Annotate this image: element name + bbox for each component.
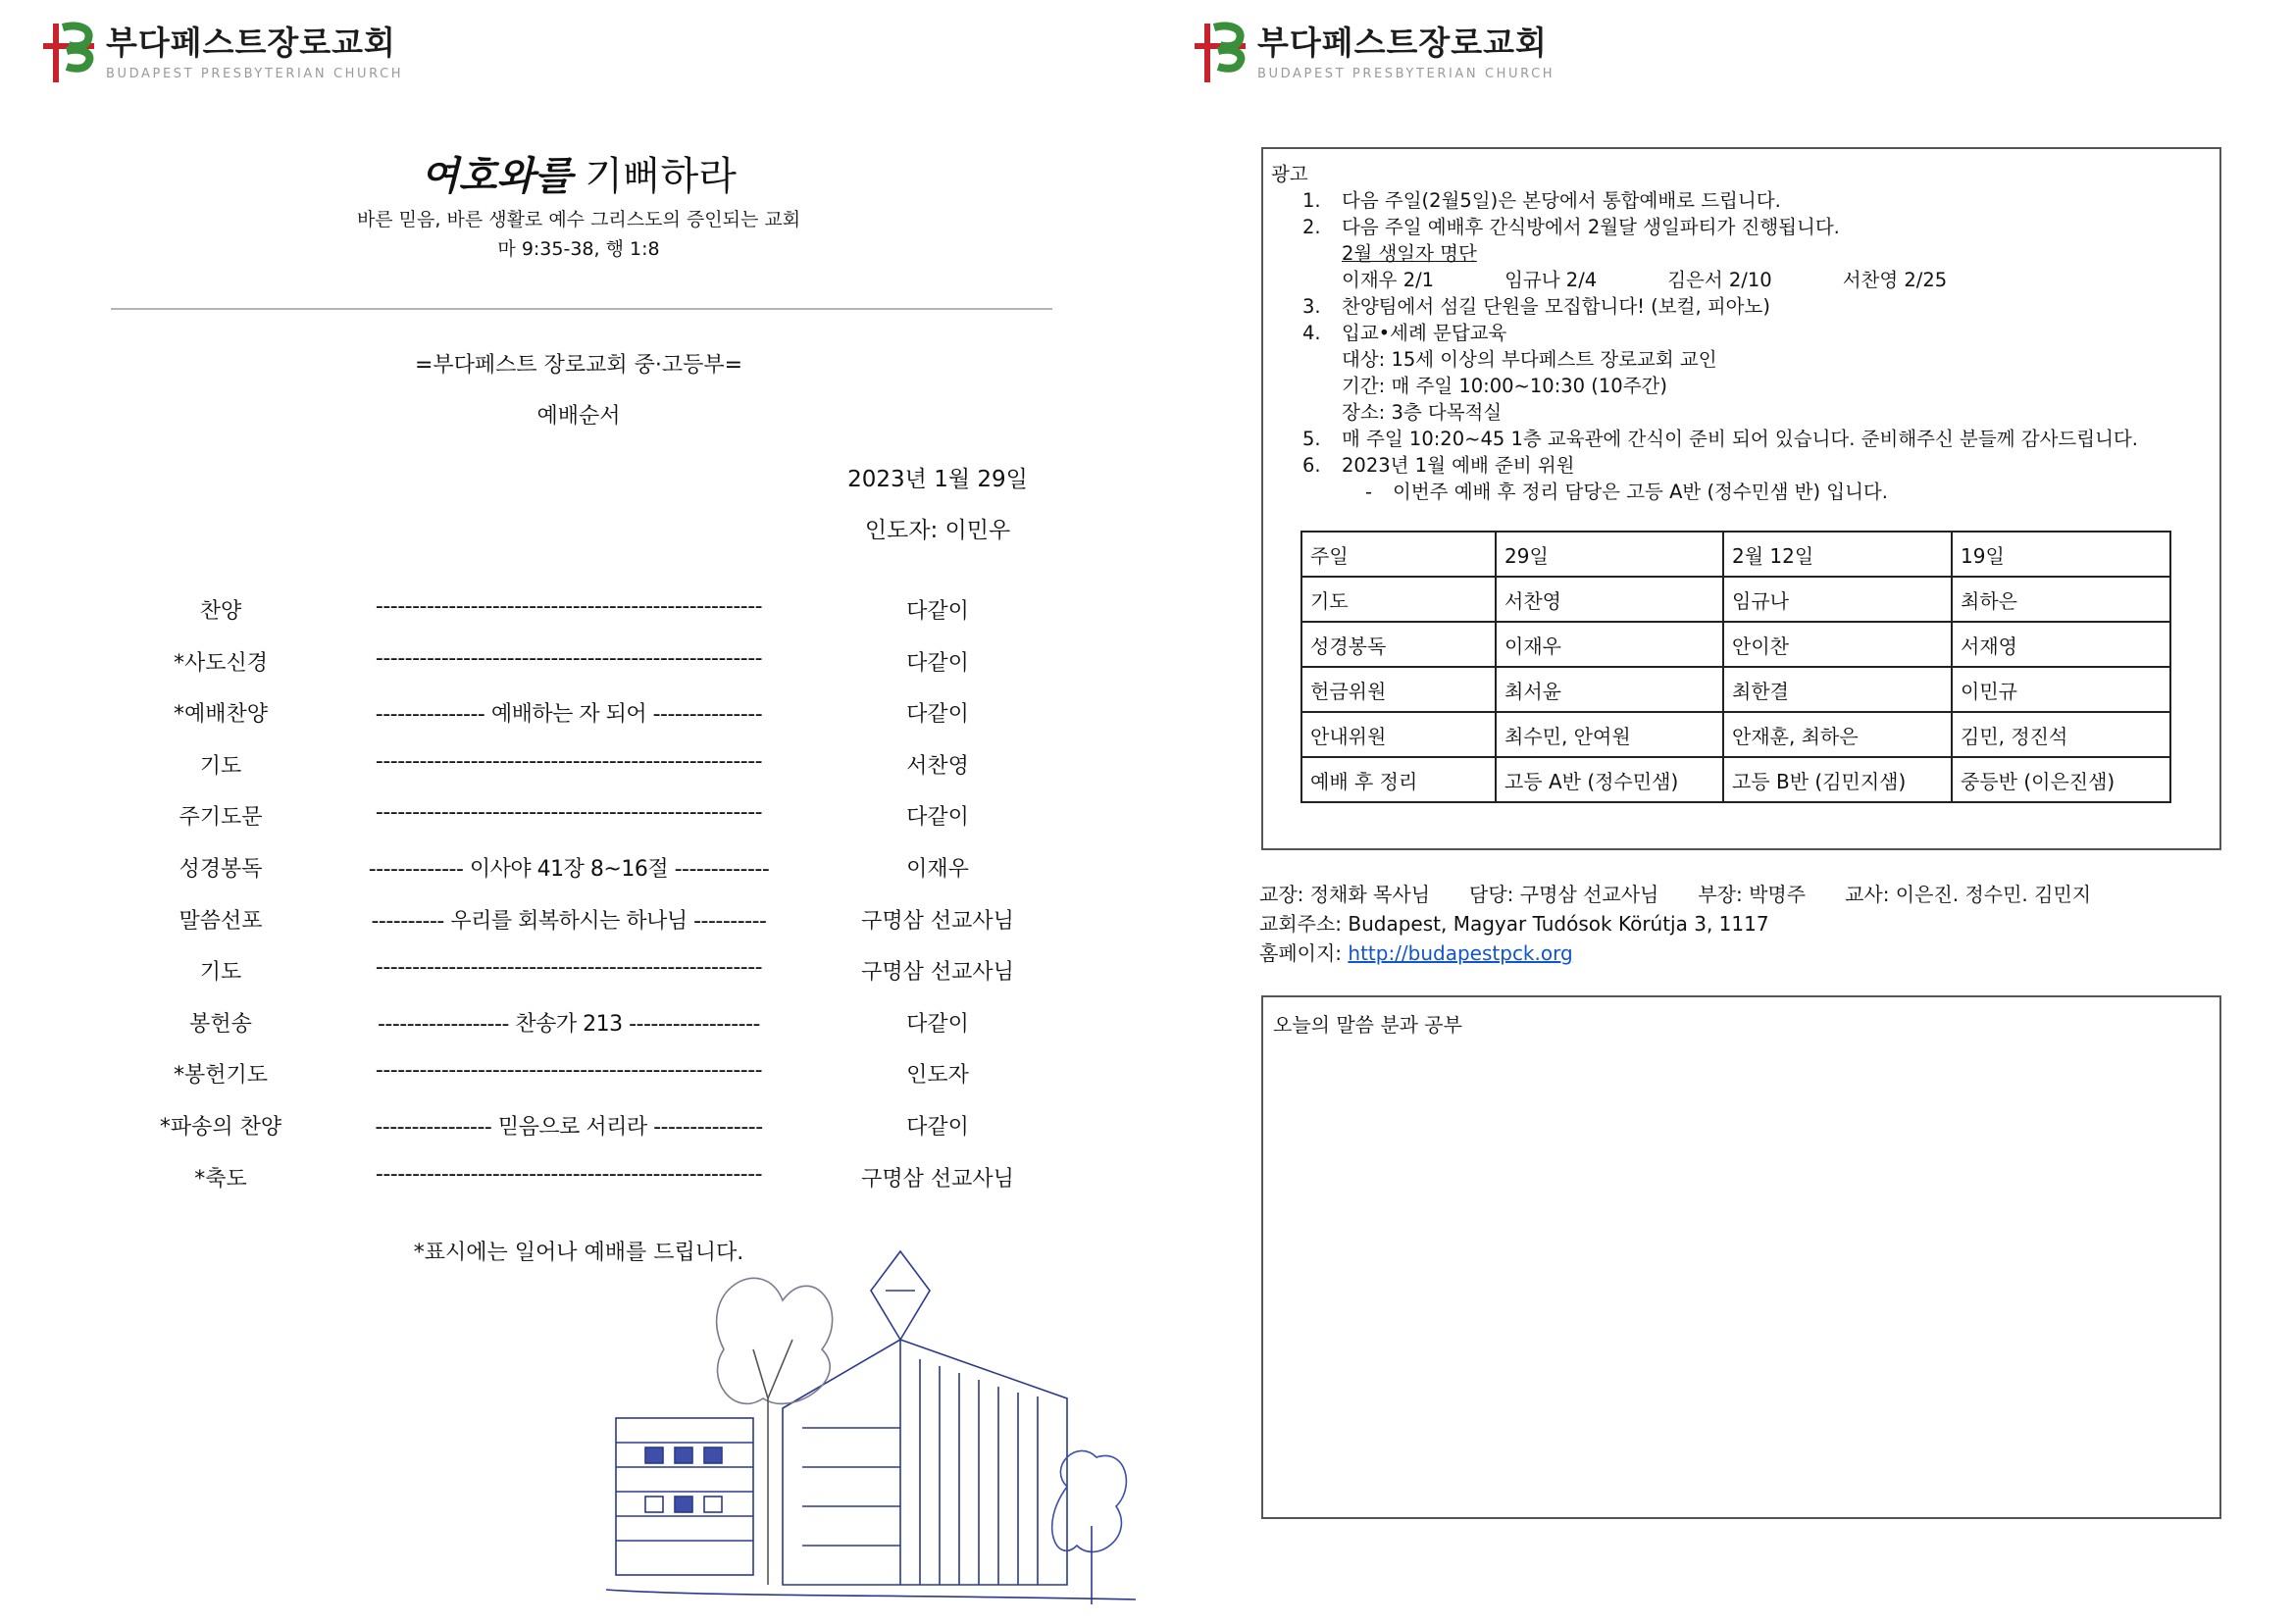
bulletin-title	[0, 145, 1157, 201]
item-number: 3.	[1302, 295, 1321, 318]
teachers: 교사: 이은진. 정수민. 김민지	[1845, 883, 2092, 906]
order-label: *파송의 찬양	[159, 1115, 282, 1140]
item-number: 5.	[1302, 428, 1321, 450]
logo-english-name: BUDAPEST PRESBYTERIAN CHURCH	[1257, 67, 1555, 81]
order-label: *축도	[194, 1166, 247, 1192]
department-name: =부다페스트 장로교회 중·고등부=	[414, 353, 743, 378]
order-label: 말씀선포	[178, 908, 263, 934]
worship-order-row	[0, 646, 1157, 685]
order-leader: 인도자	[906, 1063, 969, 1089]
motto-verse: 마 9:35-38, 행 1:8	[497, 238, 660, 260]
homepage-line	[1259, 938, 1573, 966]
table-cell: 이민규	[1952, 667, 2170, 712]
bible-study-label: 오늘의 말씀 분과 공부	[1273, 1013, 1462, 1037]
worship-order-row	[0, 1007, 1157, 1046]
order-leader: 구명삼 선교사님	[861, 1166, 1014, 1192]
worship-order-row	[0, 749, 1157, 788]
church-motto: 바른 믿음, 바른 생활로 예수 그리스도의 증인되는 교회	[356, 209, 801, 230]
order-detail: -----------------------------------------------------	[375, 748, 763, 774]
homepage-link[interactable]: http://budapestpck.org	[1348, 941, 1573, 965]
birthday-entry: 임규나 2/4	[1504, 269, 1598, 291]
order-detail: -----------------------------------------------------	[375, 594, 763, 619]
order-detail: ---------------- 믿음으로 서리라 ---------------	[375, 1115, 763, 1140]
table-cell: 최한결	[1723, 667, 1952, 712]
logo-korean-name: 부다페스트장로교회	[106, 24, 396, 62]
order-leader: 구명삼 선교사님	[861, 960, 1014, 986]
logo-english-name: BUDAPEST PRESBYTERIAN CHURCH	[106, 67, 404, 81]
item-text: 다음 주일 예배후 간식방에서 2월달 생일파티가 진행됩니다.	[1342, 216, 1840, 238]
table-cell: 최하은	[1952, 577, 2170, 622]
divider	[111, 308, 1052, 310]
principal: 교장: 정채화 목사님	[1259, 883, 1431, 906]
table-cell: 안내위원	[1301, 712, 1496, 757]
worship-order-row	[0, 800, 1157, 839]
item-text: 2023년 1월 예배 준비 위원	[1342, 454, 1575, 477]
announcement-item-3	[1271, 293, 2203, 320]
order-label: 성경봉독	[178, 857, 263, 882]
table-cell: 중등반 (이은진샘)	[1952, 757, 2170, 802]
church-building-sketch	[606, 1232, 1136, 1624]
worship-order-row	[0, 904, 1157, 943]
cleanup-duty-note: 이번주 예배 후 정리 담당은 고등 A반 (정수민샘 반) 입니다.	[1393, 481, 1888, 503]
order-leader: 다같이	[906, 702, 969, 728]
church-cross-logo-icon	[37, 22, 100, 86]
table-cell: 서재영	[1952, 622, 2170, 667]
table-cell: 헌금위원	[1301, 667, 1496, 712]
order-leader: 다같이	[906, 599, 969, 624]
worship-order-row	[0, 1058, 1157, 1097]
order-label: 찬양	[199, 599, 242, 624]
birthday-entry: 서찬영 2/25	[1842, 269, 1948, 291]
table-cell: 고등 B반 (김민지샘)	[1723, 757, 1952, 802]
announcement-item-1	[1271, 187, 2203, 214]
table-cell: 고등 A반 (정수민샘)	[1496, 757, 1723, 802]
table-cell: 기도	[1301, 577, 1496, 622]
table-cell: 김민, 정진석	[1952, 712, 2170, 757]
item-text: 입교•세례 문답교육	[1342, 322, 1507, 344]
item-text: 찬양팀에서 섬길 단원을 모집합니다! (보컬, 피아노)	[1342, 295, 1770, 318]
order-detail: -----------------------------------------------------	[375, 1058, 763, 1084]
order-label: 기도	[199, 753, 242, 779]
birthday-entry: 김은서 2/10	[1667, 269, 1772, 291]
homepage-label: 홈페이지:	[1259, 941, 1349, 965]
service-date: 2023년 1월 29일	[847, 467, 1028, 492]
catechism-period: 기간: 매 주일 10:00~10:30 (10주간)	[1342, 375, 1667, 397]
item-number: 4.	[1302, 322, 1321, 344]
order-leader: 이재우	[906, 857, 969, 882]
order-detail: ------------------ 찬송가 213 ------------------	[377, 1011, 760, 1037]
table-cell: 최서윤	[1496, 667, 1723, 712]
table-cell: 안이찬	[1723, 622, 1952, 667]
order-detail: -----------------------------------------------------	[375, 645, 763, 671]
church-address: 교회주소: Budapest, Magyar Tudósok Körútja 3, 1117	[1259, 912, 1769, 936]
table-row	[1301, 712, 2170, 757]
bullet-dash: -	[1365, 481, 1373, 503]
table-header-cell: 2월 12일	[1723, 532, 1952, 577]
table-cell: 서찬영	[1496, 577, 1723, 622]
vice-head: 부장: 박명주	[1698, 883, 1807, 906]
table-row	[1301, 757, 2170, 802]
order-label: 기도	[199, 960, 242, 986]
birthday-list	[1342, 267, 2017, 293]
worship-order-row	[0, 594, 1157, 634]
order-leader: 구명삼 선교사님	[861, 908, 1014, 934]
service-leader: 인도자: 이민우	[864, 518, 1011, 543]
order-leader: 다같이	[906, 1011, 969, 1037]
worship-order-row	[0, 697, 1157, 736]
table-cell: 안재훈, 최하은	[1723, 712, 1952, 757]
announcement-item-5	[1271, 426, 2203, 452]
item-number: 6.	[1302, 454, 1321, 477]
manager: 담당: 구명삼 선교사님	[1469, 883, 1659, 906]
item-text: 매 주일 10:20~45 1층 교육관에 간식이 준비 되어 있습니다. 준비해주신 분들께 감사드립니다.	[1342, 428, 2138, 450]
order-leader: 서찬영	[906, 753, 969, 779]
order-detail: -----------------------------------------------------	[375, 800, 763, 826]
worship-order-row	[0, 1110, 1157, 1149]
order-label: *예배찬양	[173, 702, 268, 728]
order-leader: 다같이	[906, 805, 969, 831]
table-cell: 최수민, 안여원	[1496, 712, 1723, 757]
church-cross-logo-icon	[1189, 22, 1251, 86]
item-number: 2.	[1302, 216, 1321, 238]
catechism-target: 대상: 15세 이상의 부다페스트 장로교회 교인	[1342, 348, 1717, 371]
order-detail: -----------------------------------------------------	[375, 955, 763, 981]
order-leader: 다같이	[906, 1115, 969, 1140]
worship-order-row	[0, 955, 1157, 994]
order-label: *봉헌기도	[173, 1063, 268, 1089]
order-detail: ---------- 우리를 회복하시는 하나님 ----------	[371, 908, 767, 934]
title-emphasis: 여호와를	[421, 154, 573, 199]
table-header-row	[1301, 532, 2170, 577]
announcement-item-4	[1271, 320, 2203, 346]
table-cell: 이재우	[1496, 622, 1723, 667]
worship-order-row	[0, 1162, 1157, 1201]
church-logo-left	[37, 22, 403, 86]
standing-note: *표시에는 일어나 예배를 드립니다.	[413, 1241, 744, 1265]
table-row	[1301, 622, 2170, 667]
order-detail: --------------- 예배하는 자 되어 ---------------	[375, 702, 763, 728]
logo-korean-name: 부다페스트장로교회	[1257, 24, 1548, 62]
announcements-heading: 광고	[1271, 163, 1308, 185]
bible-study-box	[1261, 995, 2221, 1519]
announcement-item-2	[1271, 214, 2203, 240]
announcement-item-6	[1271, 452, 2203, 479]
table-header-cell: 19일	[1952, 532, 2170, 577]
staff-line	[1259, 879, 2091, 907]
order-label: 봉헌송	[189, 1011, 252, 1037]
table-cell: 성경봉독	[1301, 622, 1496, 667]
order-label: 주기도문	[178, 805, 263, 831]
catechism-place: 장소: 3층 다목적실	[1342, 401, 1503, 424]
table-cell: 예배 후 정리	[1301, 757, 1496, 802]
table-header-cell: 29일	[1496, 532, 1723, 577]
table-header-cell: 주일	[1301, 532, 1496, 577]
birthday-list-heading: 2월 생일자 명단	[1342, 242, 1477, 265]
worship-order-row	[0, 852, 1157, 891]
service-duty-table	[1300, 531, 2171, 803]
birthday-entry: 이재우 2/1	[1342, 269, 1435, 291]
item-text: 다음 주일(2월5일)은 본당에서 통합예배로 드립니다.	[1342, 189, 1781, 212]
order-of-worship-heading: 예배순서	[536, 404, 621, 429]
title-rest: 기뻐하라	[572, 154, 737, 199]
table-row	[1301, 577, 2170, 622]
order-detail: -----------------------------------------------------	[375, 1161, 763, 1187]
table-cell: 임규나	[1723, 577, 1952, 622]
church-logo-right	[1189, 22, 1555, 86]
order-detail: ------------- 이사야 41장 8~16절 -------------	[368, 857, 770, 882]
item-number: 1.	[1302, 189, 1321, 212]
table-row	[1301, 667, 2170, 712]
order-label: *사도신경	[173, 650, 268, 676]
order-leader: 다같이	[906, 650, 969, 676]
